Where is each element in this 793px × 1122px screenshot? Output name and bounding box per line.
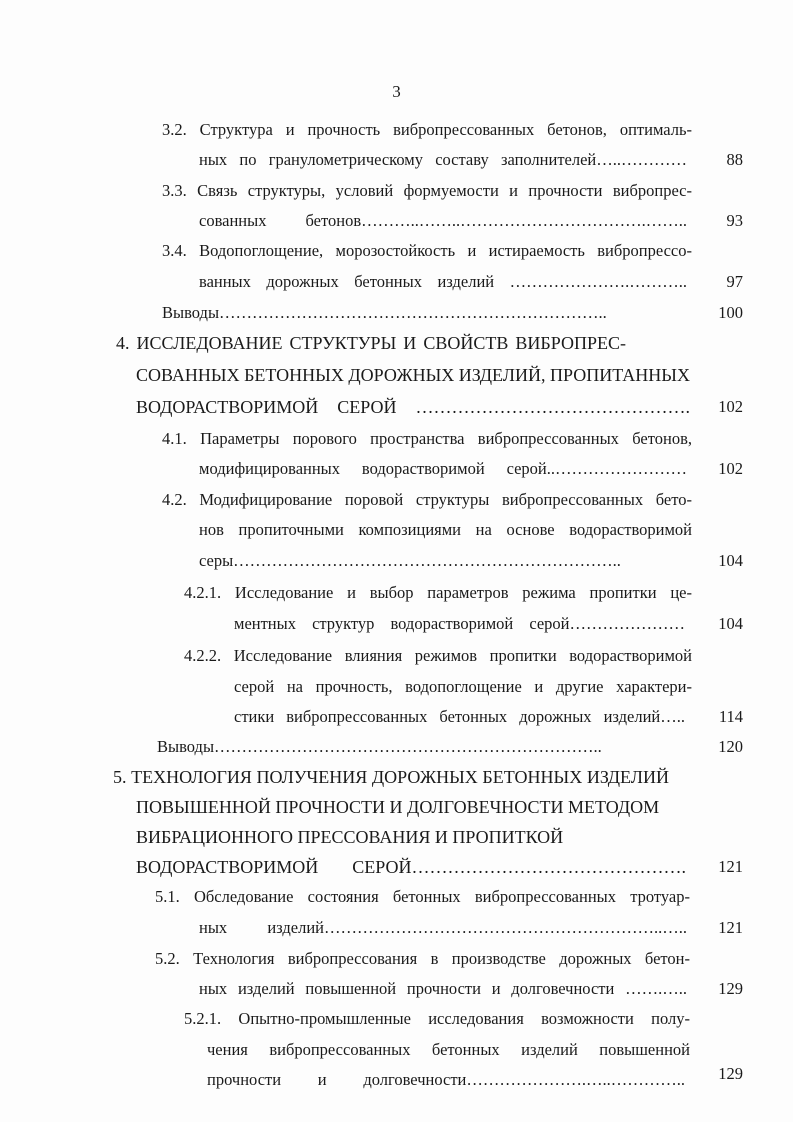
toc-page-number: 121 [718, 918, 743, 937]
toc-chapter-line: ВОДОРАСТВОРИМОЙ СЕРОЙ ………………………………………. [136, 397, 690, 417]
toc-line: 4.2.2. Исследование влияния режимов пропитки водорастворимой [184, 646, 692, 665]
toc-page-number: 102 [718, 459, 743, 478]
toc-line: 5.1. Обследование состояния бетонных вибропрессованных тротуар- [155, 887, 690, 906]
toc-page-number: 93 [726, 211, 743, 230]
toc-chapter-line: 4. ИССЛЕДОВАНИЕ СТРУКТУРЫ И СВОЙСТВ ВИБРОПРЕС- [116, 333, 626, 353]
toc-line: ных изделий повышенной прочности и долговечности …….….. [199, 979, 687, 998]
toc-line: 3.3. Связь структуры, условий формуемости и прочности вибропрес- [162, 181, 692, 200]
toc-chapter-line: ВОДОРАСТВОРИМОЙ СЕРОЙ………………………………………. [136, 857, 686, 877]
toc-page-number: 97 [726, 272, 743, 291]
toc-line: Выводы…………………………………………………………….. [162, 303, 607, 322]
toc-line: 5.2. Технология вибропрессования в производстве дорожных бетон- [155, 949, 690, 968]
toc-line: ных по гранулометрическому составу заполнителей…..………… [199, 150, 687, 169]
toc-page-number: 121 [718, 857, 743, 876]
toc-line: ванных дорожных бетонных изделий ………………….……….. [199, 272, 687, 291]
toc-line: ментных структур водорастворимой серой………………… [234, 614, 685, 633]
toc-line: 4.2.1. Исследование и выбор параметров режима пропитки це- [184, 583, 692, 602]
toc-chapter-line: 5. ТЕХНОЛОГИЯ ПОЛУЧЕНИЯ ДОРОЖНЫХ БЕТОННЫХ ИЗДЕЛИЙ [113, 767, 669, 787]
toc-line: 3.2. Структура и прочность вибропрессованных бетонов, оптималь- [162, 120, 692, 139]
toc-line: серы…………………………………………………………….. [199, 551, 621, 570]
toc-line: чения вибропрессованных бетонных изделий повышенной [207, 1040, 690, 1059]
toc-line: ных изделий……………………………………………………..….. [199, 918, 687, 937]
toc-page-number: 102 [718, 397, 743, 416]
toc-line: модифицированных водорастворимой серой..…………………… [199, 459, 687, 478]
toc-line: 5.2.1. Опытно-промышленные исследования возможности полу- [184, 1009, 690, 1028]
toc-page-number: 120 [718, 737, 743, 756]
toc-line: 4.1. Параметры порового пространства вибропрессованных бетонов, [162, 429, 692, 448]
toc-page-number: 129 [718, 979, 743, 998]
toc-page-number: 129 [718, 1064, 743, 1083]
toc-line: Выводы…………………………………………………………….. [157, 737, 602, 756]
toc-page-number: 100 [718, 303, 743, 322]
toc-chapter-line: ВИБРАЦИОННОГО ПРЕССОВАНИЯ И ПРОПИТКОЙ [136, 827, 564, 847]
toc-line: 3.4. Водопоглощение, морозостойкость и истираемость вибропрессо- [162, 241, 692, 260]
toc-line: серой на прочность, водопоглощение и другие характери- [234, 677, 692, 696]
toc-line: сованных бетонов………..……..…………………………….…….. [199, 211, 687, 230]
toc-chapter-line: СОВАННЫХ БЕТОННЫХ ДОРОЖНЫХ ИЗДЕЛИЙ, ПРОПИТАННЫХ [136, 365, 690, 385]
toc-line: нов пропиточными композициями на основе водорастворимой [199, 520, 692, 539]
page-number: 3 [392, 82, 401, 101]
toc-chapter-line: ПОВЫШЕННОЙ ПРОЧНОСТИ И ДОЛГОВЕЧНОСТИ МЕТОДОМ [136, 797, 660, 817]
toc-page-number: 104 [718, 614, 743, 633]
toc-line: стики вибропрессованных бетонных дорожных изделий….. [234, 707, 685, 726]
toc-page-number: 88 [726, 150, 743, 169]
toc-page-number: 114 [718, 707, 743, 726]
toc-line: прочности и долговечности………………….…..………….. [207, 1070, 685, 1089]
toc-line: 4.2. Модифицирование поровой структуры вибропрессованных бето- [162, 490, 692, 509]
toc-page-number: 104 [718, 551, 743, 570]
